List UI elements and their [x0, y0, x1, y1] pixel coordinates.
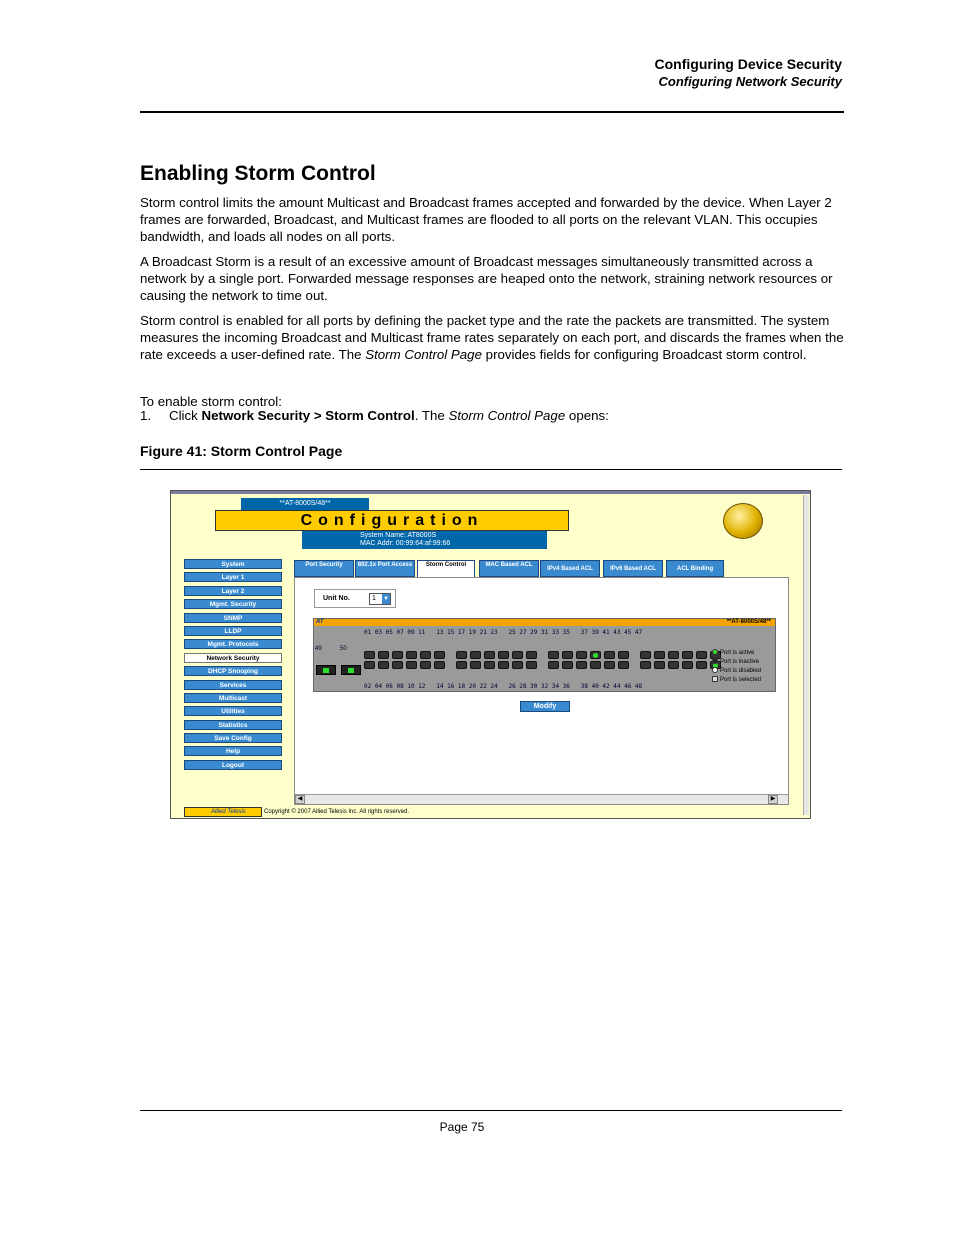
switch-port[interactable] [682, 661, 693, 669]
switch-port[interactable] [696, 661, 707, 669]
switch-stripe [314, 619, 775, 626]
running-header-title: Configuring Device Security [654, 56, 842, 72]
page-number: Page 75 [439, 1120, 485, 1134]
nav-item-help[interactable]: Help [184, 746, 282, 756]
configuration-banner: Configuration [215, 510, 569, 531]
nav-item-system[interactable]: System [184, 559, 282, 569]
legend-disabled: Port is disabled [712, 667, 761, 676]
uplink-port-49[interactable] [316, 665, 336, 675]
disabled-x-icon [712, 667, 718, 673]
switch-port[interactable] [654, 651, 665, 659]
scroll-left-icon[interactable]: ◀ [295, 795, 305, 804]
switch-port[interactable] [562, 651, 573, 659]
legend-inactive: Port is inactive [712, 658, 761, 667]
copyright-text: Copyright © 2007 Allied Telesis Inc. All rights reserved. [264, 809, 410, 815]
switch-port[interactable] [434, 651, 445, 659]
window-top-bar [171, 491, 810, 494]
mac-address: MAC Addr: 00:99:64:af:99:66 [360, 540, 451, 547]
switch-port[interactable] [590, 661, 601, 669]
procedure-intro: To enable storm control: [140, 394, 282, 409]
switch-port[interactable] [512, 651, 523, 659]
horizontal-scrollbar[interactable] [295, 794, 788, 804]
switch-port[interactable] [548, 651, 559, 659]
switch-port[interactable] [562, 661, 573, 669]
switch-port[interactable] [456, 661, 467, 669]
chevron-down-icon[interactable]: ▼ [383, 596, 389, 602]
switch-port[interactable] [392, 651, 403, 659]
uplink-50-label: 50 [340, 646, 347, 652]
switch-port[interactable] [378, 651, 389, 659]
nav-item-lldp[interactable]: LLDP [184, 626, 282, 636]
modify-button[interactable]: Modify [520, 701, 570, 712]
nav-item-layer2[interactable]: Layer 2 [184, 586, 282, 596]
unit-selector [314, 589, 396, 608]
switch-port[interactable] [526, 651, 537, 659]
nav-item-logout[interactable]: Logout [184, 760, 282, 770]
switch-port[interactable] [618, 651, 629, 659]
nav-item-layer1[interactable]: Layer 1 [184, 572, 282, 582]
tab-storm-control[interactable]: Storm Control [417, 560, 475, 578]
allied-telesis-logo-icon: AT [316, 619, 324, 625]
tab-mac-acl[interactable]: MAC Based ACL [479, 560, 539, 577]
switch-port[interactable] [668, 661, 679, 669]
tab-acl-binding[interactable]: ACL Binding [666, 560, 724, 577]
switch-port[interactable] [470, 651, 481, 659]
switch-port[interactable] [392, 661, 403, 669]
switch-port[interactable] [378, 661, 389, 669]
switch-port[interactable] [484, 661, 495, 669]
paragraph-1: Storm control limits the amount Multicast and Broadcast frames accepted and forwarded by the device. When Layer 2 frames are forwarded, Broadcast, and Multicast frames are flooded to all ports on the relevant VLAN. This occupies bandwidth, and loads all nodes on all ports. [140, 195, 832, 244]
tab-ipv4-acl[interactable]: IPv4 Based ACL [540, 560, 600, 577]
globe-logo-icon [723, 503, 763, 539]
even-port-numbers: 02 04 06 08 10 12 14 16 18 20 22 24 26 28 30 32 34 36 38 40 42 44 46 48 [364, 683, 643, 690]
selected-square-icon [712, 676, 718, 682]
running-header-subtitle: Configuring Network Security [658, 74, 842, 89]
odd-port-numbers: 01 03 05 07 09 11 13 15 17 19 21 23 25 27 29 31 33 35 37 39 41 43 45 47 [364, 629, 643, 636]
switch-port[interactable] [526, 661, 537, 669]
scroll-right-icon[interactable]: ▶ [768, 795, 778, 804]
switch-port[interactable] [498, 651, 509, 659]
switch-port[interactable] [364, 651, 375, 659]
switch-port[interactable] [654, 661, 665, 669]
nav-menu [184, 559, 282, 773]
system-info-bar [302, 531, 547, 549]
figure-rule [140, 469, 842, 470]
paragraph-2: A Broadcast Storm is a result of an excessive amount of Broadcast messages simultaneously transmitted across a network by a single port. Forwarded message responses are heaped onto the network, straining network resources or causing the network to time out. [140, 254, 833, 303]
vertical-scrollbar[interactable] [803, 495, 809, 815]
switch-port[interactable] [576, 661, 587, 669]
header-rule [140, 111, 844, 113]
model-label: **AT-8000S/48** [241, 498, 369, 510]
system-name: System Name: AT8000S [360, 532, 437, 539]
switch-panel [313, 618, 776, 692]
paragraph-3: Storm control is enabled for all ports by defining the packet type and the rate the packets are transmitted. The system measures the incoming Broadcast and Multicast frame rates separately on each port, and discards the frames when the rate exceeds a user-defined rate. The Storm Control Page provides fields for configuring Broadcast storm control. [140, 313, 844, 362]
switch-port[interactable] [406, 651, 417, 659]
storm-control-panel [294, 577, 789, 805]
switch-port[interactable] [618, 661, 629, 669]
legend-active: Port is active [712, 649, 761, 658]
inactive-dot-icon [712, 658, 718, 664]
nav-item-save-config[interactable]: Save Config [184, 733, 282, 743]
switch-port[interactable] [420, 651, 431, 659]
switch-port[interactable] [498, 661, 509, 669]
unit-dropdown[interactable] [369, 593, 391, 605]
footer-rule [140, 1110, 842, 1111]
nav-item-multicast[interactable]: Multicast [184, 693, 282, 703]
nav-item-mgmt-security[interactable]: Mgmt. Security [184, 599, 282, 609]
nav-item-snmp[interactable]: SNMP [184, 613, 282, 623]
switch-port[interactable] [364, 661, 375, 669]
tab-port-access[interactable]: 802.1x Port Access [355, 560, 415, 577]
nav-item-dhcp-snooping[interactable]: DHCP Snooping [184, 666, 282, 676]
switch-port[interactable] [668, 651, 679, 659]
nav-item-statistics[interactable]: Statistics [184, 720, 282, 730]
switch-port[interactable] [604, 651, 615, 659]
switch-port[interactable] [484, 651, 495, 659]
nav-item-utilities[interactable]: Utilities [184, 706, 282, 716]
nav-item-services[interactable]: Services [184, 680, 282, 690]
switch-port[interactable] [434, 661, 445, 669]
switch-port[interactable] [576, 651, 587, 659]
tab-ipv6-acl[interactable]: IPv6 Based ACL [603, 560, 663, 577]
procedure-step-1: 1. Click Network Security > Storm Control. The Storm Control Page opens: [140, 408, 609, 423]
nav-item-network-security[interactable]: Network Security [184, 653, 282, 663]
switch-port[interactable] [604, 661, 615, 669]
legend-selected: Port is selected [712, 676, 761, 685]
section-heading: Enabling Storm Control [140, 162, 376, 185]
switch-model: **AT-8000S/48** [726, 619, 771, 625]
switch-port[interactable] [470, 661, 481, 669]
uplink-49-label: 49 [315, 646, 322, 652]
switch-port[interactable] [682, 651, 693, 659]
switch-port[interactable] [640, 661, 651, 669]
active-dot-icon [712, 649, 718, 655]
unit-label: Unit No. [323, 595, 350, 602]
switch-port[interactable] [696, 651, 707, 659]
uplink-port-50[interactable] [341, 665, 361, 675]
switch-port[interactable] [640, 651, 651, 659]
switch-port[interactable] [406, 661, 417, 669]
switch-port[interactable] [590, 651, 601, 659]
switch-port[interactable] [548, 661, 559, 669]
nav-item-mgmt-protocols[interactable]: Mgmt. Protocols [184, 639, 282, 649]
unit-value: 1 [372, 595, 376, 602]
switch-port[interactable] [512, 661, 523, 669]
port-legend [712, 649, 761, 685]
storm-control-screenshot [170, 490, 811, 819]
switch-port[interactable] [420, 661, 431, 669]
footer-logo: Allied Telesis [184, 807, 262, 817]
figure-caption: Figure 41: Storm Control Page [140, 443, 343, 459]
tab-port-security[interactable]: Port Security [294, 560, 354, 577]
switch-port[interactable] [456, 651, 467, 659]
